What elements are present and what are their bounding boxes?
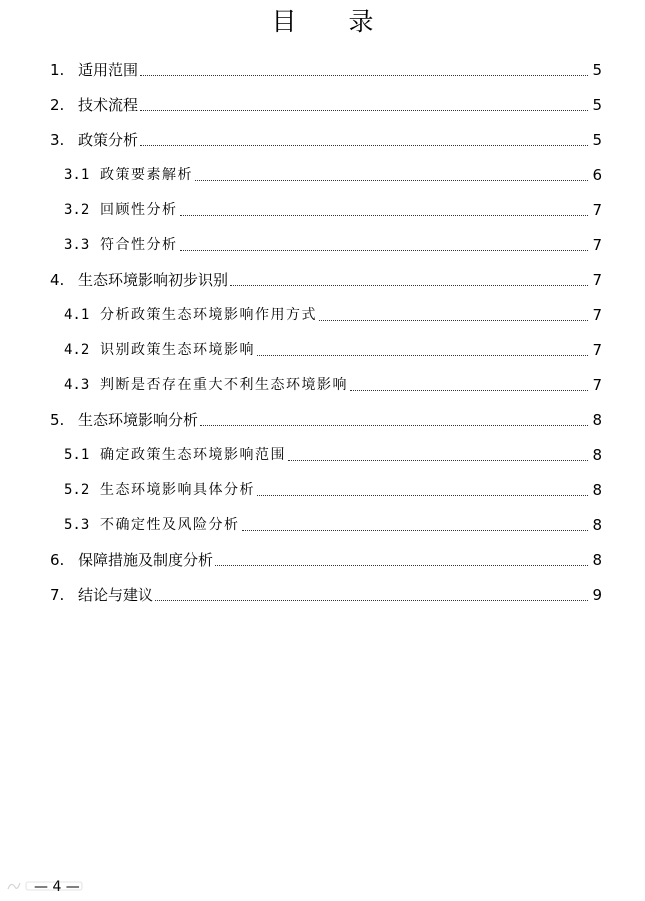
toc-entry-page: 8 xyxy=(592,481,602,499)
toc-entry-page: 8 xyxy=(592,516,602,534)
toc-entry[interactable] xyxy=(50,544,602,570)
toc-entry-title: 结论与建议 xyxy=(78,586,154,604)
page-number-footer: — 4 — xyxy=(34,879,80,895)
toc-entry-number: 7. xyxy=(50,586,65,604)
toc-entry-number: 5.2 xyxy=(64,482,90,498)
toc-entry-title: 分析政策生态环境影响作用方式 xyxy=(100,307,317,323)
toc-entry[interactable] xyxy=(64,439,602,465)
toc-entry-page: 7 xyxy=(592,236,602,254)
toc-entry[interactable] xyxy=(64,194,602,220)
toc-entry-page: 5 xyxy=(592,61,602,79)
toc-entry-number: 4.1 xyxy=(64,307,90,323)
toc-entry-title: 判断是否存在重大不利生态环境影响 xyxy=(100,377,348,393)
toc-entry[interactable] xyxy=(64,299,602,325)
toc-entry[interactable] xyxy=(50,264,602,290)
toc-entry-number: 5.3 xyxy=(64,517,90,533)
toc-dot-leader xyxy=(180,249,589,251)
toc-dot-leader xyxy=(350,389,588,391)
toc-entry-title: 生态环境影响具体分析 xyxy=(100,482,255,498)
toc-entry[interactable] xyxy=(50,89,602,115)
toc-entry-title: 确定政策生态环境影响范围 xyxy=(100,447,286,463)
toc-entry-number: 3.3 xyxy=(64,237,90,253)
toc-entry-number: 5.1 xyxy=(64,447,90,463)
toc-entry[interactable] xyxy=(50,54,602,80)
toc-entry-title: 识别政策生态环境影响 xyxy=(100,342,255,358)
toc-dot-leader xyxy=(257,494,588,496)
toc-entry[interactable] xyxy=(64,369,602,395)
toc-entry-page: 8 xyxy=(592,446,602,464)
toc-entry[interactable] xyxy=(64,334,602,360)
toc-entry-page: 7 xyxy=(592,306,602,324)
toc-entry-page: 5 xyxy=(592,96,602,114)
toc-entry[interactable] xyxy=(64,229,602,255)
toc-entry-number: 3.1 xyxy=(64,167,90,183)
toc-dot-leader xyxy=(140,144,588,146)
toc-entry-title: 生态环境影响分析 xyxy=(78,411,199,429)
toc-entry-number: 3.2 xyxy=(64,202,90,218)
toc-entry-page: 6 xyxy=(592,166,602,184)
toc-dot-leader xyxy=(319,319,588,321)
toc-entry-number: 6. xyxy=(50,551,65,569)
toc-entry-title: 保障措施及制度分析 xyxy=(78,551,214,569)
toc-entry-number: 4.3 xyxy=(64,377,90,393)
toc-entry-page: 7 xyxy=(592,341,602,359)
toc-entry-number: 4.2 xyxy=(64,342,90,358)
toc-entry-number: 3. xyxy=(50,131,65,149)
page-title: 目 录 xyxy=(271,7,396,36)
toc-entry-title: 适用范围 xyxy=(78,61,139,79)
toc-entry-number: 5. xyxy=(50,411,65,429)
toc-entry-number: 2. xyxy=(50,96,65,114)
toc-dot-leader xyxy=(288,459,588,461)
toc-entry-page: 9 xyxy=(592,586,602,604)
toc-dot-leader xyxy=(140,74,588,76)
toc-dot-leader xyxy=(195,179,588,181)
toc-entry[interactable] xyxy=(64,159,602,185)
toc-entry[interactable] xyxy=(64,509,602,535)
toc-entry-number: 4. xyxy=(50,271,65,289)
toc-entry-title: 技术流程 xyxy=(78,96,139,114)
toc-entry-number: 1. xyxy=(50,61,65,79)
toc-entry-title: 政策分析 xyxy=(78,131,139,149)
toc-dot-leader xyxy=(155,599,588,601)
toc-entry[interactable] xyxy=(50,579,602,605)
toc-entry[interactable] xyxy=(50,124,602,150)
toc-entry-title: 生态环境影响初步识别 xyxy=(78,271,229,289)
toc-entry-title: 符合性分析 xyxy=(100,237,178,253)
toc-dot-leader xyxy=(200,424,588,426)
toc-entry[interactable] xyxy=(64,474,602,500)
toc-entry[interactable] xyxy=(50,404,602,430)
toc-entry-title: 回顾性分析 xyxy=(100,202,178,218)
toc-entry-page: 8 xyxy=(592,411,602,429)
watermark-logo-icon xyxy=(6,879,86,893)
toc-dot-leader xyxy=(230,284,588,286)
toc-entry-page: 8 xyxy=(592,551,602,569)
toc-dot-leader xyxy=(242,529,589,531)
toc-entry-page: 5 xyxy=(592,131,602,149)
toc-dot-leader xyxy=(180,214,589,216)
toc-dot-leader xyxy=(140,109,588,111)
toc-entry-page: 7 xyxy=(592,201,602,219)
toc-dot-leader xyxy=(215,564,588,566)
toc-entry-title: 政策要素解析 xyxy=(100,167,193,183)
toc-entry-title: 不确定性及风险分析 xyxy=(100,517,240,533)
toc-entry-page: 7 xyxy=(592,271,602,289)
toc-entry-page: 7 xyxy=(592,376,602,394)
toc-dot-leader xyxy=(257,354,588,356)
